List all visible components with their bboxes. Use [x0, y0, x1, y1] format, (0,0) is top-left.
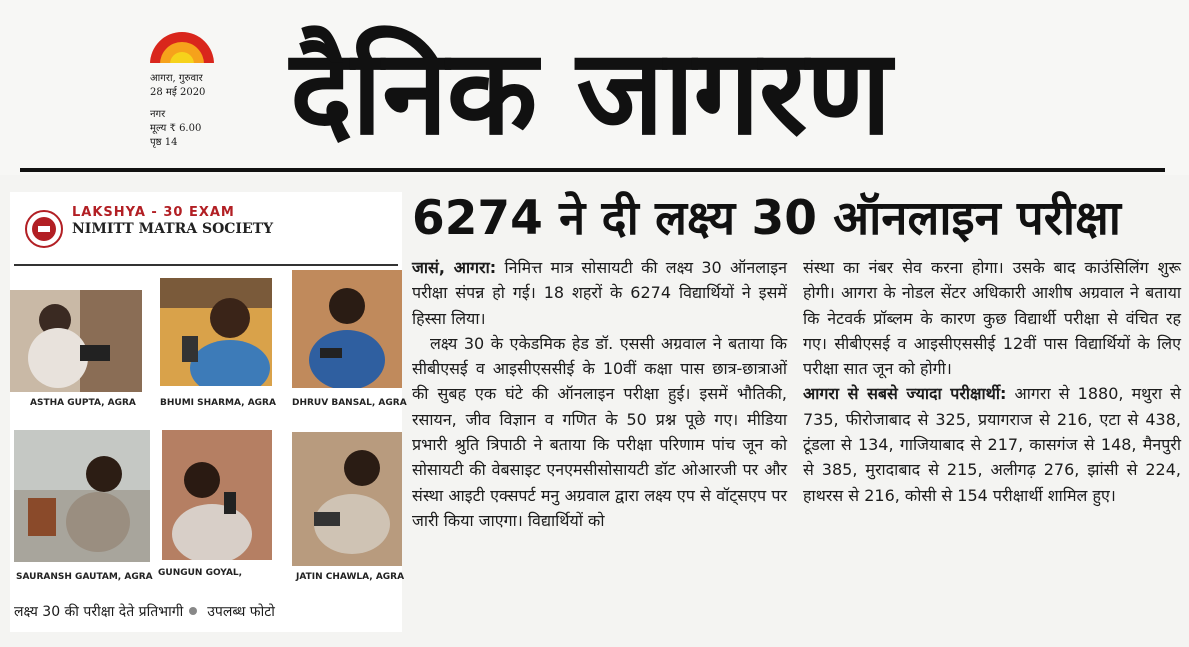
- photo-caption: JATIN CHAWLA, AGRA: [296, 572, 405, 582]
- masthead-rule: [20, 168, 1165, 172]
- photo-caption: SAURANSH GAUTAM, AGRA: [16, 572, 153, 582]
- jagran-sun-logo: [148, 30, 216, 66]
- edition: नगर: [150, 109, 166, 120]
- dateline: [150, 72, 205, 150]
- newspaper-name: दैनिक जागरण: [290, 23, 891, 161]
- photo-caption: ASTHA GUPTA, AGRA: [30, 398, 136, 408]
- article-column-2: [803, 255, 1181, 508]
- page-count: पृष्ठ 14: [150, 137, 178, 148]
- price: मूल्य ₹ 6.00: [150, 123, 202, 134]
- byline: जासं, आगरा:: [412, 258, 497, 277]
- society-emblem-icon: [24, 209, 64, 249]
- photo-gungun: [162, 430, 272, 560]
- photo-caption: DHRUV BANSAL, AGRA: [292, 398, 407, 408]
- paragraph: लक्ष्य 30 के एकेडमिक हेड डॉ. एससी अग्रवाल ने बताया कि सीबीएसई व आइसीएससीई के 10वीं कक्षा पास छात्र-छात्राओं की सुबह एक घंटे की ऑनलाइन परीक्षा हुई। इसमें भौतिकी, रसायन, जीव विज्ञान व गणित के 50 प्रश्न पूछे गए। मीडिया प्रभारी श्रुति त्रिपाठी ने बताया कि परीक्षा परिणाम पांच जून को सोसायटी की वेबसाइट एनएमसीसोसायटी डॉट ओआरजी पर और संस्था आइटी एक्सपर्ट मनु अग्रवाल द्वारा लक्ष्य एप से वॉट्सएप पर जारी किया जाएगा। विद्यार्थियों को: [412, 333, 787, 530]
- bullet-dot-icon: [189, 607, 197, 615]
- photo-sauransh: [14, 430, 150, 562]
- photo-bhumi: [160, 278, 272, 386]
- photo-caption-line: [14, 602, 275, 621]
- subhead: आगरा से सबसे ज्यादा परीक्षार्थी:: [803, 384, 1007, 404]
- photo-caption: GUNGUN GOYAL,: [158, 568, 243, 578]
- issue-date: 28 मई 2020: [150, 87, 206, 98]
- photo-jatin: [292, 432, 402, 566]
- photo-caption: BHUMI SHARMA, AGRA: [160, 398, 276, 408]
- city-day: आगरा, गुरुवार: [150, 73, 203, 84]
- society-name: NIMITT MATRA SOCIETY: [72, 221, 274, 237]
- paragraph: निमित्त मात्र सोसायटी की लक्ष्य 30 ऑनलाइन परीक्षा संपन्न हो गई। 18 शहरों के 6274 विद्यार्थियों ने इसमें हिस्सा लिया।: [412, 258, 787, 328]
- article-headline: 6274 ने दी लक्ष्य 30 ऑनलाइन परीक्षा: [412, 191, 1121, 246]
- photo-credit: उपलब्ध फोटो: [207, 604, 275, 620]
- paragraph: संस्था का नंबर सेव करना होगा। उसके बाद काउंसिलिंग शुरू होगी। आगरा के नोडल सेंटर अधिकारी आशीष अग्रवाल ने बताया कि नेटवर्क प्रॉब्लम के कारण कुछ विद्यार्थी परीक्षा से वंचित रह गए। सीबीएसई व आइसीएससीई 12वीं पास विद्यार्थियों के लिए परीक्षा सात जून को होगी।: [803, 258, 1181, 379]
- lakshya-title: LAKSHYA - 30 EXAM: [72, 205, 235, 220]
- article-column-1: [412, 255, 787, 533]
- panel-divider: [14, 264, 398, 266]
- paragraph: आगरा से 1880, मथुरा से 735, फीरोजाबाद से 325, प्रयागराज से 216, एटा से 438, टूंडला से 134, गाजियाबाद से 217, कासगंज से 148, मैनपुरी से 385, मुरादाबाद से 215, अलीगढ़ 276, झांसी से 224, हाथरस से 216, कोसी से 154 परीक्षार्थी शामिल हुए।: [803, 384, 1181, 505]
- photo-astha: [10, 290, 142, 392]
- photo-dhruv: [292, 270, 402, 388]
- participants-caption: लक्ष्य 30 की परीक्षा देते प्रतिभागी: [14, 604, 184, 620]
- masthead: [0, 0, 1189, 175]
- photo-panel: [10, 192, 407, 632]
